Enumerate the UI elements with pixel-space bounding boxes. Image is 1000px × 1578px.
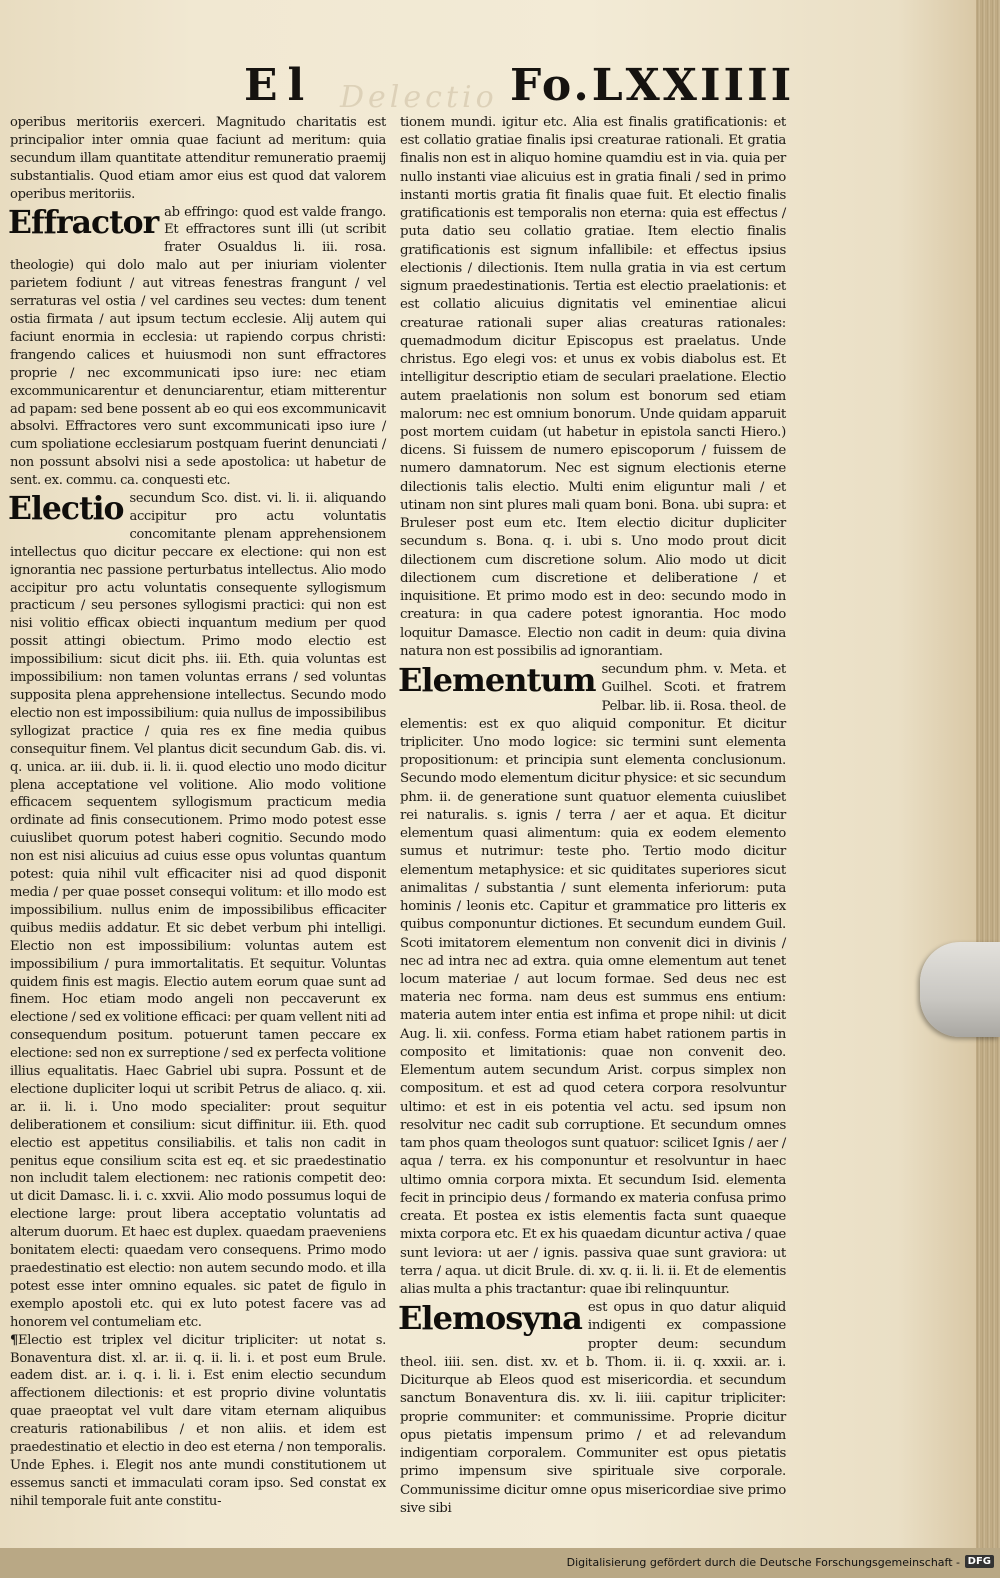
entry-heading: Elementum bbox=[398, 661, 596, 700]
entry-elemosyna: Elemosyna est opus in quo datur aliquid indigenti ex compassione propter deum: secundum theol. iiii. sen. dist. xv. et b. Thom. ii. ii. q. xxxii. ar. i. Diciturque ab Eleos quod est misericordia. et secundum sanctum Bonaventura dis. xv. li. iiii. capitur tripliciter: proprie communiter: et communissime. Proprie dicitur opus pietatis impensum primo / et ad relevandum indigentiam corporalem. Communiter est opus pietatis primo impensum sive spirituale sive corporale. Communissime dicitur omne opus misericordiae sive primo sive sibi bbox=[398, 1299, 786, 1516]
entry-heading: Elemosyna bbox=[398, 1299, 582, 1338]
left-column bbox=[10, 114, 386, 1511]
funding-credit: Digitalisierung gefördert durch die Deutsche Forschungsgemeinschaft - bbox=[566, 1556, 960, 1569]
right-column bbox=[400, 114, 786, 1518]
paragraph: operibus meritoriis exerceri. Magnitudo charitatis est principalior inter omnia quae faciunt ad meritum: quia secundum illam quantitate attenditur remuneratio praemij substantialis. Quod etiam amor eius est quod dat valorem operibus meritoriis. bbox=[10, 115, 386, 202]
running-head: El bbox=[244, 60, 315, 111]
folio-number: Fo.LXXIIII bbox=[510, 60, 795, 111]
entry-heading: Effractor bbox=[8, 203, 159, 241]
dfg-logo-icon: DFG bbox=[965, 1555, 994, 1568]
paragraph: ¶Electio est triplex vel dicitur tripliciter: ut notat s. Bonaventura dist. xl. ar. ii. q. ii. li. i. et post eum Brule. eadem dist. ar. i. q. i. li. i. Est enim electio secundum affectionem dilectionis: et est proprio divine voluntatis quae praeoptat vel vult dare vitam eternam aliquibus creaturis rationabilibus / et non aliis. et idem est praedestinatio et electio in deo est eterna / non temporalis. Unde Ephes. i. Elegit nos ante mundi constitutionem ut essemus sancti et immaculati coram ipso. Sed constat ex nihil temporale fuit ante constitu- bbox=[10, 1332, 386, 1509]
bookmark-clip bbox=[920, 942, 1000, 1037]
entry-heading: Electio bbox=[8, 490, 124, 528]
entry-electio: Electio secundum Sco. dist. vi. li. ii. aliquando accipitur pro actu voluntatis concomitante plenam apprehensionem intellectus quo dicitur peccare ex electione: qui non est ignorantia nec passione perturbatus intellectus. Alio modo accipitur pro actu voluntatis consequente syllogismum practicum / seu persones syllogismi practici: qui non est nisi volitio efficax obiecti inquantum medium per quod possit attingi obiectum. Primo modo electio est impossibilium: sicut dicit phs. iii. Eth. quia voluntas est impossibilium: non tamen voluntas errans / sed voluntas supposita plena apprehensione intellectus. Secundo modo electio non est impossibilium: quia nullus de impossibilibus syllogizat practice / quia res ex fine media quibus consequitur finem. Vel plantus dicit secundum Gab. dis. vi. q. unica. ar. iii. dub. ii. li. ii. quod electio uno modo dicitur plena acceptatione vel volitione. Alio modo volitione efficacem sequentem syllogismum practicum media ordinate ad finis consecutionem. Primo modo potest esse cuiuslibet quorum potest haberi cognitio. Secundo modo non est nisi alicuius ad cuius esse opus voluntas quantum potest: quia nihil vult efficaciter nisi ad quod disponit media / per quae posset consequi volitum: et illo modo est impossibilium. nullus enim de impossibilibus efficaciter quibus mediis addatur. Et sic debet verbum phi intelligi. Electio non est impossibilium: voluntas autem est impossibilium / pura immortalitatis. Et sequitur. Voluntas quidem finis est magis. Electio autem eorum quae sunt ad finem. Hoc etiam modo angeli non peccaverunt ex electione / sed ex volitione efficaci: per quam vellent niti ad consequendum positum. potuerunt tamen peccare ex electione: sed non ex surreptione / sed ex perfecta volitione illius equalitatis. Haec Gabriel ubi supra. Possunt et de electione dupliciter loqui ut scribit Petrus de aliaco. q. xii. ar. ii. li. i. Uno modo specialiter: prout sequitur deliberationem et consilium: sicut diffinitur. iii. Eth. quod electio est appetitus consiliabilis. et talis non cadit in penitus eque consilium scita est eq. et sic praedestinatio non includit talem electionem: nec rationis competit deo: ut dicit Damasc. li. i. c. xxvii. Alio modo possumus loqui de electione large: prout libera acceptatio voluntatis ad alterum duorum. Et haec est duplex. quaedam praeveniens bonitatem electi: quaedam vero consequens. Primo modo praedestinatio est electio: non autem secundo modo. et illa potest esse inter omnino equales. sic patet de figulo in exemplo apostoli etc. qui ex luto potest facere vas ad honorem vel contumeliam etc. bbox=[8, 490, 386, 1330]
show-through-text: Delectio bbox=[340, 80, 498, 115]
paragraph-mark: ¶ bbox=[10, 1332, 19, 1348]
page-edge-stack bbox=[976, 0, 1000, 1548]
paragraph: tionem mundi. igitur etc. Alia est finalis gratificationis: et est collatio gratiae finalis ipsi creaturae rationali. Et gratia finalis non est in aliquo homine quamdiu est in via. quia per nullo instanti viae alicuius est in gratia finali / sed in primo instanti mortis gratia fit finalis quae fuit. Et electio finalis gratificationis est temporalis non eterna: quia est effectus / puta datio seu collatio gratiae. Item electio finalis gratificationis est signum infallibile: et effectus ipsius electionis / dilectionis. Item nulla gratia in via est certum signum praedestinationis. Tertia est electio praelationis: et est collatio alicuius dignitatis vel eminentiae alicui creaturae rationali super alias creaturas rationales: quemadmodum dicitur Episcopus est praelatus. Unde christus. Ego elegi vos: et unus ex vobis diabolus est. Et intelligitur descriptio etiam de seculari praelatione. Electio autem praelationis non solum est bonorum sed etiam malorum: nec est omnium bonorum. Unde quidam apparuit post mortem cuidam (ut habetur in epistola sancti Hiero.) dicens. Si fuissem de numero episcoporum / fuissem de numero damnatorum. Nec est signum electionis eterne dilectionis talis electio. Multi enim eliguntur mali / et utinam non sint plures mali quam boni. Bona. ubi supra: et Bruleser post eum etc. Item electio dicitur dupliciter secundum s. Bona. q. i. ubi s. Uno modo prout dicit dilectionem cum discretione solum. Alio modo ut dicit dilectionem cum discretione et deliberatione / et inquisitione. Et primo modo est in deo: secundo modo in creatura: in qua cadere potest ignorantia. Hoc modo loquitur Damasce. Electio non cadit in deum: quia divina natura non est possibilis ad ignorantiam. bbox=[400, 115, 786, 659]
footer-bar bbox=[0, 1548, 1000, 1578]
page-header bbox=[0, 60, 976, 120]
entry-elementum: Elementum secundum phm. v. Meta. et Guilhel. Scoti. et fratrem Pelbar. lib. ii. Rosa. theol. de elementis: est ex quo aliquid componitur. Et dicitur tripliciter. Uno modo logice: sic termini sunt elementa propositionum: et principia sunt elementa conclusionum. Secundo modo elementum dicitur physice: et sic secundum phm. ii. de generatione sunt quatuor elementa cuiuslibet rei naturalis. s. ignis / terra / aer et aqua. Et dicitur elementum quasi alimentum: quia ex eodem elemento sumus et nutrimur: teste pho. Tertio modo dicitur elementum metaphysice: et sic quiditates superiores sicut animalitas / substantia / sunt elementa inferiorum: puta hominis / leonis etc. Capitur et grammatice pro litteris ex quibus componuntur dictiones. Et secundum eundem Guil. Scoti imitatorem elementum non convenit dici in divinis / nec ad intra nec ad extra. quia omne elementum aut tenet locum materiae / aut locum formae. Sed deus nec est materia nec forma. nam deus est summus ens entium: materia autem inter entia est infima et prope nihil: ut dicit Aug. li. xii. confess. Forma etiam habet rationem partis in composito et limitationis: quae non convenit deo. Elementum autem secundum Arist. corpus simplex non compositum. et est ad quod cetera corpora resolvuntur ultimo: et est in eis potentia vel actu. sed ipsum non resolvitur nec cadit sub corruptione. Et secundum omnes tam phos quam theologos sunt quatuor: scilicet Ignis / aer / aqua / terra. ex his componuntur et resolvuntur in haec ultimo omnia corpora mixta. Et secundum Isid. elementa fecit in principio deus / formando ex materia confusa primo creata. Et postea ex istis elementis facta sunt quaeque mixta corpora etc. Et ex his quaedam dicuntur activa / quae sunt leviora: ut aer / ignis. passiva quae sunt graviora: ut terra / aqua. ut dicit Brule. di. xv. q. ii. li. ii. Et de elementis alias multa a phis tractantur: quae ibi relinquuntur. bbox=[398, 661, 786, 1297]
entry-effractor: Effractor ab effringo: quod est valde frango. Et effractores sunt illi (ut scribit frater Osualdus li. iii. rosa. theologie) qui dolo malo aut per iniuriam violenter parietem fodiunt / aut vitreas fenestras frangunt / vel serraturas vel ostia / vel cardines seu vectes: dum tenent ostia firmata / aut ipsum tectum ecclesie. Alij autem qui faciunt enormia in ecclesia: ut rapiendo corpus christi: frangendo calices et huiusmodi non sunt effractores proprie / nec excommunicati ipso iure: nec etiam excommunicarentur et denunciarentur, etiam mitterentur ad papam: sed bene possent ab eo qui eos excommunicavit absolvi. Effractores vero sunt excommunicati ipso iure / cum spoliatione ecclesiarum postquam fuerint denunciati / non possunt absolvi nisi a sede apostolica: ut habetur de sent. ex. commu. ca. conquesti etc. bbox=[8, 203, 386, 489]
